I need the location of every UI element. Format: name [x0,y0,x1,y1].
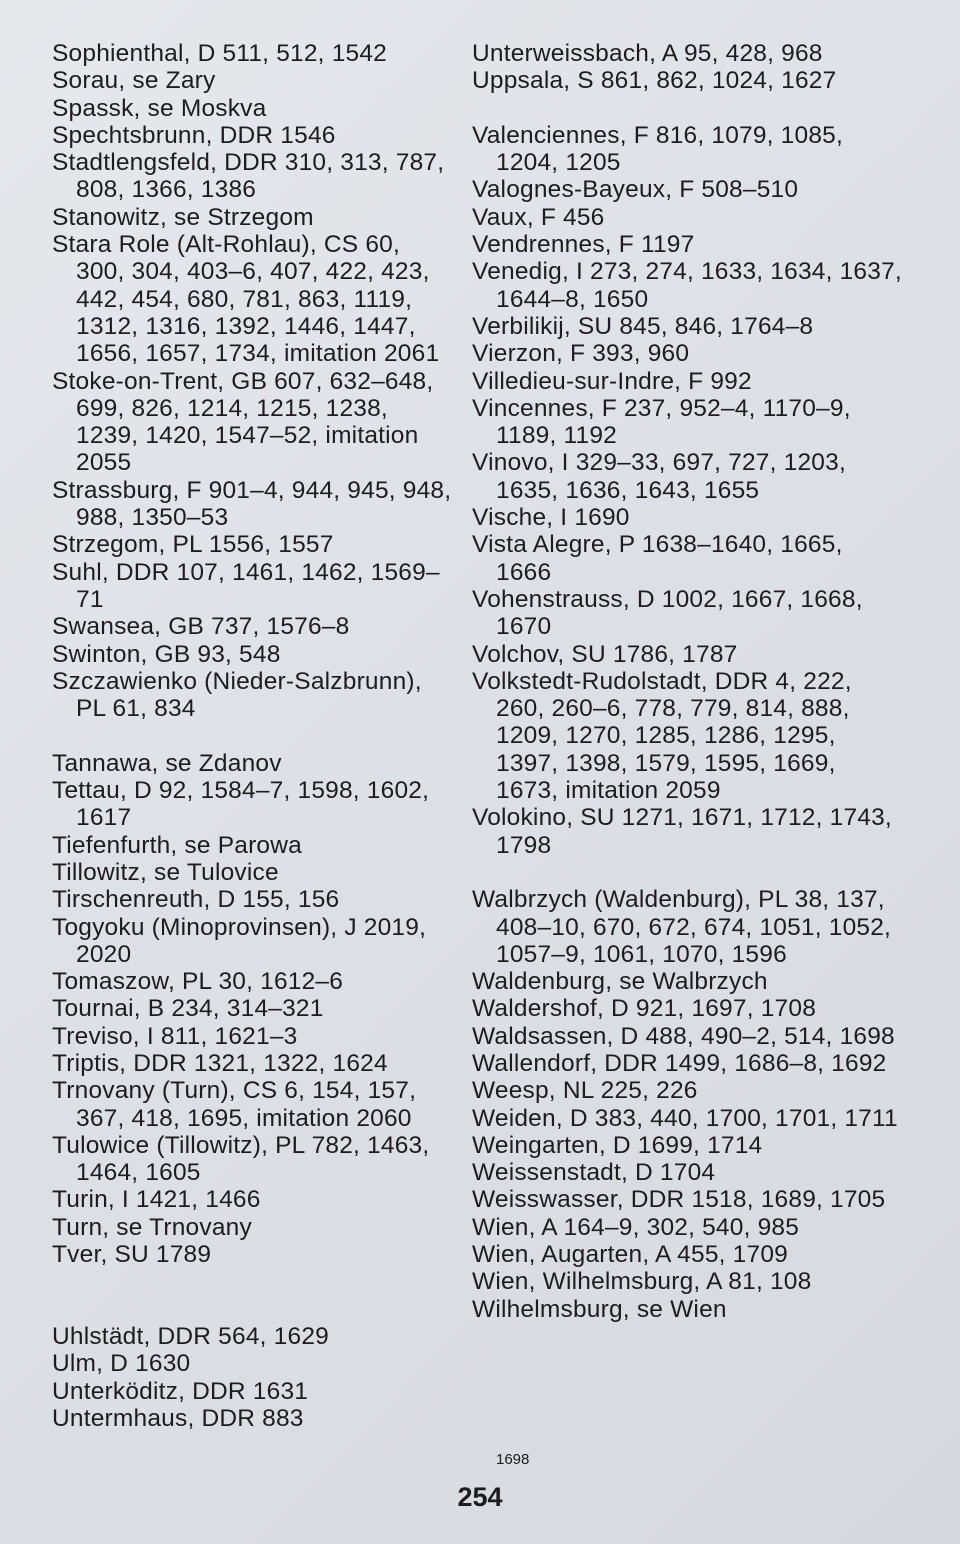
index-entry: Vista Alegre, P 1638–1640, 1665, 1666 [472,531,843,586]
index-entry: Walbrzych (Waldenburg), PL 38, 137, 408–10, 670, 672, 674, 1051, 1052, 1057–9, 1061, 1070, 1596 [472,886,892,968]
page-number: 254 [457,1482,503,1512]
index-entry: Untermhaus, DDR 883 [52,1404,304,1432]
index-entry: Togyoku (Minoprovinsen), J 2019, 2020 [52,913,427,968]
index-entry: Spechtsbrunn, DDR 1546 [52,121,336,149]
index-entry: Uhlstädt, DDR 564, 1629 [52,1322,329,1350]
index-entry: Tillowitz, se Tulovice [52,858,279,886]
index-entry: Tannawa, se Zdanov [52,749,282,777]
right-index-column [472,40,902,1323]
index-entry: Vische, I 1690 [472,504,630,532]
index-entry: Unterköditz, DDR 1631 [52,1377,309,1405]
index-entry: Vaux, F 456 [472,203,605,231]
index-entry: Weisswasser, DDR 1518, 1689, 1705 [472,1186,886,1214]
index-entry: Waldsassen, D 488, 490–2, 514, 1698 [472,1022,895,1050]
index-entry: Stanowitz, se Strzegom [52,203,314,231]
index-entry: Wien, A 164–9, 302, 540, 985 [472,1213,800,1241]
index-entry: Weesp, NL 225, 226 [472,1077,698,1105]
index-entry: Swansea, GB 737, 1576–8 [52,613,350,641]
index-entry: Tirschenreuth, D 155, 156 [52,886,340,914]
index-group-t [52,750,452,1269]
index-group-v [472,122,902,859]
index-entry: Volkstedt-Rudolstadt, DDR 4, 222, 260, 260–6, 778, 779, 814, 888, 1209, 1270, 1285, 1286, 1295, 1397, 1398, 1579, 1595, 1669, 1673, imitation 2059 [472,667,852,805]
index-group-s [52,40,452,722]
index-entry: Suhl, DDR 107, 1461, 1462, 1569–71 [52,558,440,613]
index-entry: Unterweissbach, A 95, 428, 968 [472,40,823,67]
index-entry: Tournai, B 234, 314–321 [52,995,324,1023]
section-spacer [472,95,902,122]
section-spacer [472,859,902,886]
stray-number: 1698 [496,1451,530,1468]
index-entry: Spassk, se Moskva [52,94,267,122]
index-entry: Uppsala, S 861, 862, 1024, 1627 [472,67,837,95]
index-entry: Tiefenfurth, se Parowa [52,831,302,859]
index-entry: Villedieu-sur-Indre, F 992 [472,367,752,395]
index-entry: Strassburg, F 901–4, 944, 945, 948, 988, 1350–53 [52,476,452,532]
index-group-u [472,40,902,95]
index-entry: Triptis, DDR 1321, 1322, 1624 [52,1049,388,1077]
index-group-u [52,1323,452,1432]
index-entry: Vinovo, I 329–33, 697, 727, 1203, 1635, 1636, 1643, 1655 [472,449,846,504]
index-entry: Weingarten, D 1699, 1714 [472,1131,763,1159]
index-entry: Weissenstadt, D 1704 [472,1159,716,1187]
section-spacer [52,1268,452,1323]
index-entry: Tettau, D 92, 1584–7, 1598, 1602, 1617 [52,777,430,832]
left-index-column [52,40,452,1432]
index-entry: Volchov, SU 1786, 1787 [472,640,738,668]
index-entry: Tver, SU 1789 [52,1241,212,1269]
index-entry: Wallendorf, DDR 1499, 1686–8, 1692 [472,1049,887,1077]
index-entry: Tulowice (Tillowitz), PL 782, 1463, 1464, 1605 [52,1131,430,1187]
index-entry: Stadtlengsfeld, DDR 310, 313, 787, 808, 1366, 1386 [52,149,445,204]
index-entry: Sophienthal, D 511, 512, 1542 [52,40,387,67]
index-entry: Wien, Wilhelmsburg, A 81, 108 [472,1268,812,1296]
index-entry: Valenciennes, F 816, 1079, 1085, 1204, 1205 [472,121,843,177]
index-entry: Tomaszow, PL 30, 1612–6 [52,968,344,996]
index-entry: Verbilikij, SU 845, 846, 1764–8 [472,312,814,340]
index-entry: Waldershof, D 921, 1697, 1708 [472,995,817,1023]
index-entry: Ulm, D 1630 [52,1350,191,1378]
index-entry: Vohenstrauss, D 1002, 1667, 1668, 1670 [472,585,863,641]
index-entry: Swinton, GB 93, 548 [52,640,281,668]
index-entry: Weiden, D 383, 440, 1700, 1701, 1711 [472,1104,898,1132]
index-entry: Waldenburg, se Walbrzych [472,968,768,996]
index-entry: Turn, se Trnovany [52,1213,252,1241]
section-spacer [52,722,452,749]
index-entry: Vendrennes, F 1197 [472,231,695,259]
index-entry: Vierzon, F 393, 960 [472,340,690,368]
index-entry: Trnovany (Turn), CS 6, 154, 157, 367, 418, 1695, imitation 2060 [52,1077,417,1132]
index-entry: Turin, I 1421, 1466 [52,1186,261,1214]
index-entry: Sorau, se Zary [52,67,216,95]
index-entry: Volokino, SU 1271, 1671, 1712, 1743, 1798 [472,804,892,859]
index-entry: Stoke-on-Trent, GB 607, 632–648, 699, 826, 1214, 1215, 1238, 1239, 1420, 1547–52, imitation 2055 [52,367,434,477]
index-entry: Wilhelmsburg, se Wien [472,1295,727,1323]
index-entry: Vincennes, F 237, 952–4, 1170–9, 1189, 1192 [472,394,851,450]
index-entry: Szczawienko (Nieder-Salzbrunn), PL 61, 834 [52,667,422,723]
index-entry: Venedig, I 273, 274, 1633, 1634, 1637, 1644–8, 1650 [472,258,902,313]
index-group-w [472,886,902,1323]
index-entry: Treviso, I 811, 1621–3 [52,1022,298,1050]
index-entry: Strzegom, PL 1556, 1557 [52,531,334,559]
index-entry: Wien, Augarten, A 455, 1709 [472,1241,788,1269]
index-entry: Valognes-Bayeux, F 508–510 [472,176,799,204]
index-entry: Stara Role (Alt-Rohlau), CS 60, 300, 304, 403–6, 407, 422, 423, 442, 454, 680, 781, 863, 1119, 1312, 1316, 1392, 1446, 1447, 1656, 1657, 1734, imitation 2061 [52,231,440,368]
